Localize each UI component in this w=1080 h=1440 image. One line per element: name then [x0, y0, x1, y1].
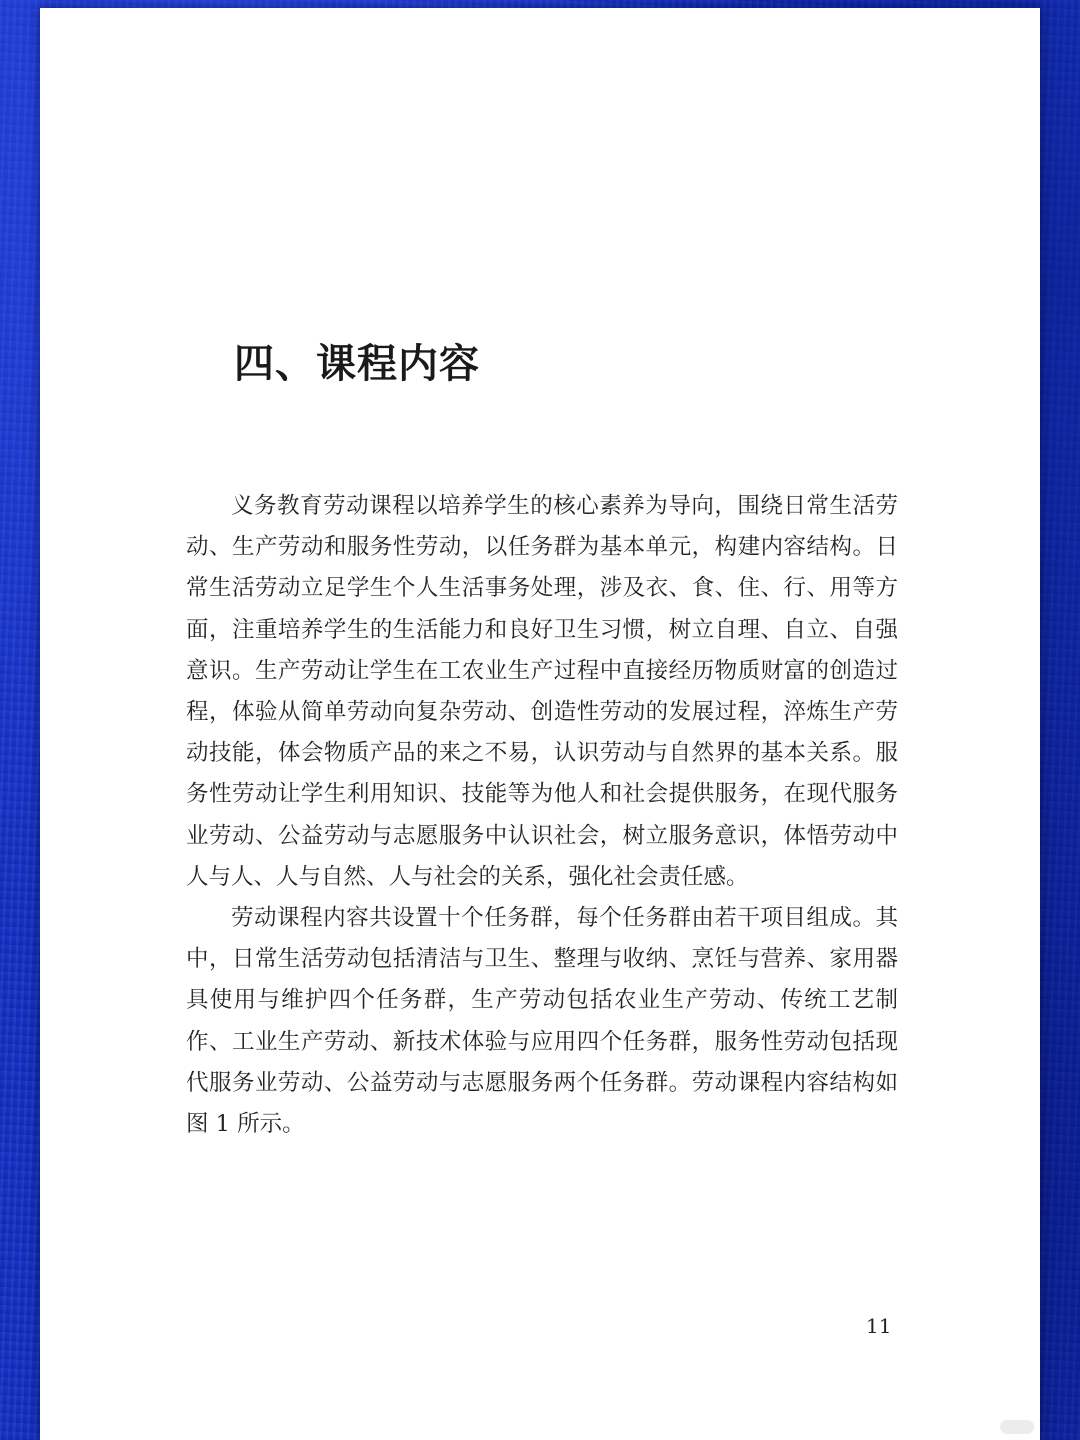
page-number: 11	[866, 1314, 892, 1338]
section-heading: 四、课程内容	[234, 340, 480, 387]
watermark-badge	[1000, 1420, 1034, 1434]
body-text	[186, 486, 898, 1145]
paragraph: 义务教育劳动课程以培养学生的核心素养为导向，围绕日常生活劳动、生产劳动和服务性劳动，以任务群为基本单元，构建内容结构。日常生活劳动立足学生个人生活事务处理，涉及衣、食、住、行、用等方面，注重培养学生的生活能力和良好卫生习惯，树立自理、自立、自强意识。生产劳动让学生在工农业生产过程中直接经历物质财富的创造过程，体验从简单劳动向复杂劳动、创造性劳动的发展过程，淬炼生产劳动技能，体会物质产品的来之不易，认识劳动与自然界的基本关系。服务性劳动让学生利用知识、技能等为他人和社会提供服务，在现代服务业劳动、公益劳动与志愿服务中认识社会，树立服务意识，体悟劳动中人与人、人与自然、人与社会的关系，强化社会责任感。	[186, 493, 898, 890]
paragraph: 劳动课程内容共设置十个任务群，每个任务群由若干项目组成。其中，日常生活劳动包括清洁与卫生、整理与收纳、烹饪与营养、家用器具使用与维护四个任务群，生产劳动包括农业生产劳动、传统工艺制作、工业生产劳动、新技术体验与应用四个任务群，服务性劳动包括现代服务业劳动、公益劳动与志愿服务两个任务群。劳动课程内容结构如图 1 所示。	[186, 905, 898, 1138]
document-page	[40, 8, 1040, 1440]
